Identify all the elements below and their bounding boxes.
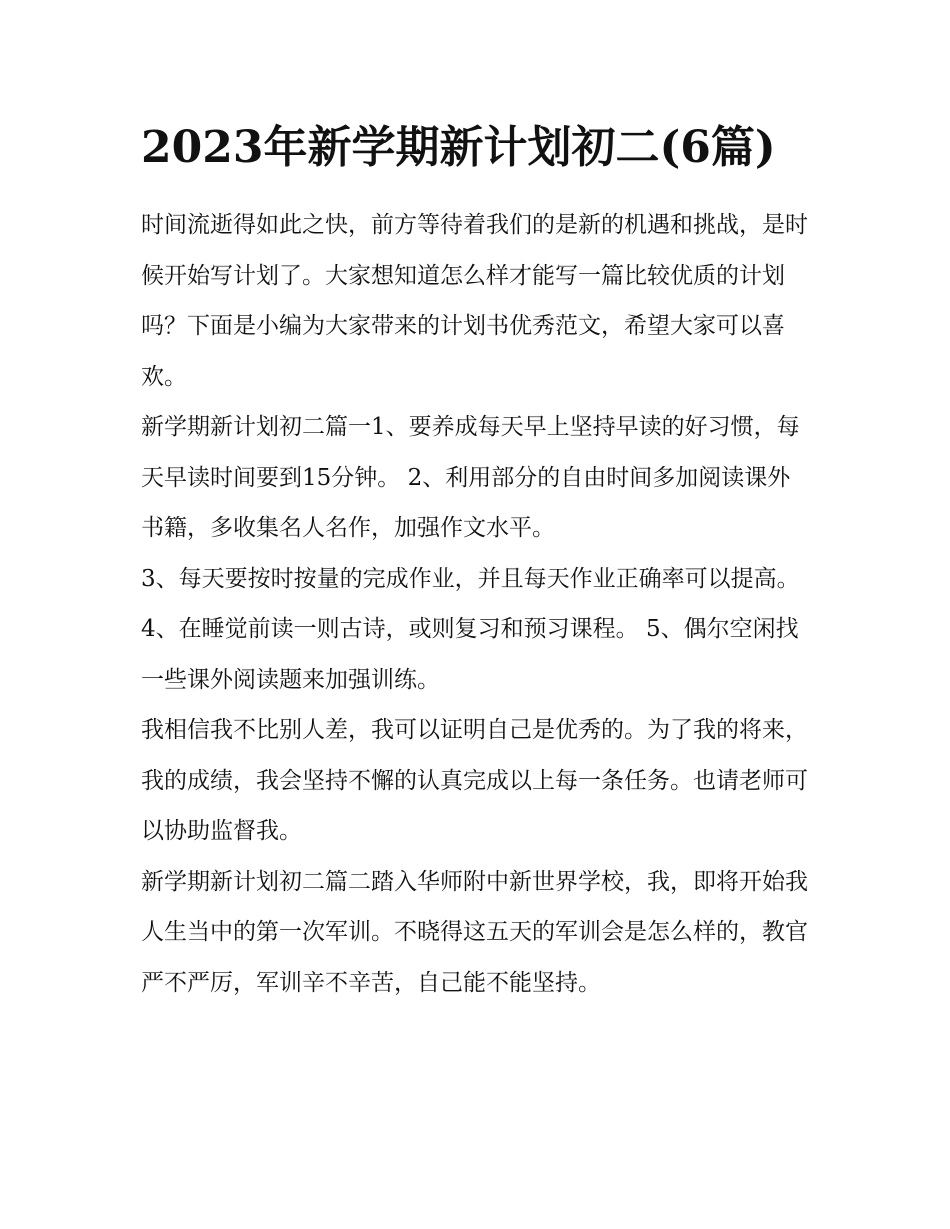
document-page — [141, 110, 813, 1008]
document-title: 2023年新学期新计划初二(6篇) — [141, 122, 776, 173]
paragraph-intro: 时间流逝得如此之快，前方等待着我们的是新的机遇和挑战，是时候开始写计划了。大家想知道怎么样才能写一篇比较优质的计划吗？下面是小编为大家带来的计划书优秀范文，希望大家可以喜欢。 — [141, 212, 808, 390]
paragraph-commitment: 我相信我不比别人差，我可以证明自己是优秀的。为了我的将来，我的成绩，我会坚持不懈的认真完成以上每一条任务。也请老师可以协助监督我。 — [141, 717, 808, 844]
document-body — [141, 200, 813, 1008]
paragraph-plan-2: 新学期新计划初二篇二踏入华师附中新世界学校，我，即将开始我人生当中的第一次军训。不晓得这五天的军训会是怎么样的，教官严不严厉，军训辛不辛苦，自己能不能坚持。 — [141, 868, 808, 996]
paragraph-plan-1: 新学期新计划初二篇一1、要养成每天早上坚持早读的好习惯，每天早读时间要到15分钟。 2、利用部分的自由时间多加阅读课外书籍，多收集名人名作，加强作文水平。 — [141, 414, 800, 541]
paragraph-plan-1-continued: 3、每天要按时按量的完成作业，并且每天作业正确率可以提高。 4、在睡觉前读一则古诗，或则复习和预习课程。 5、偶尔空闲找一些课外阅读题来加强训练。 — [141, 565, 800, 693]
